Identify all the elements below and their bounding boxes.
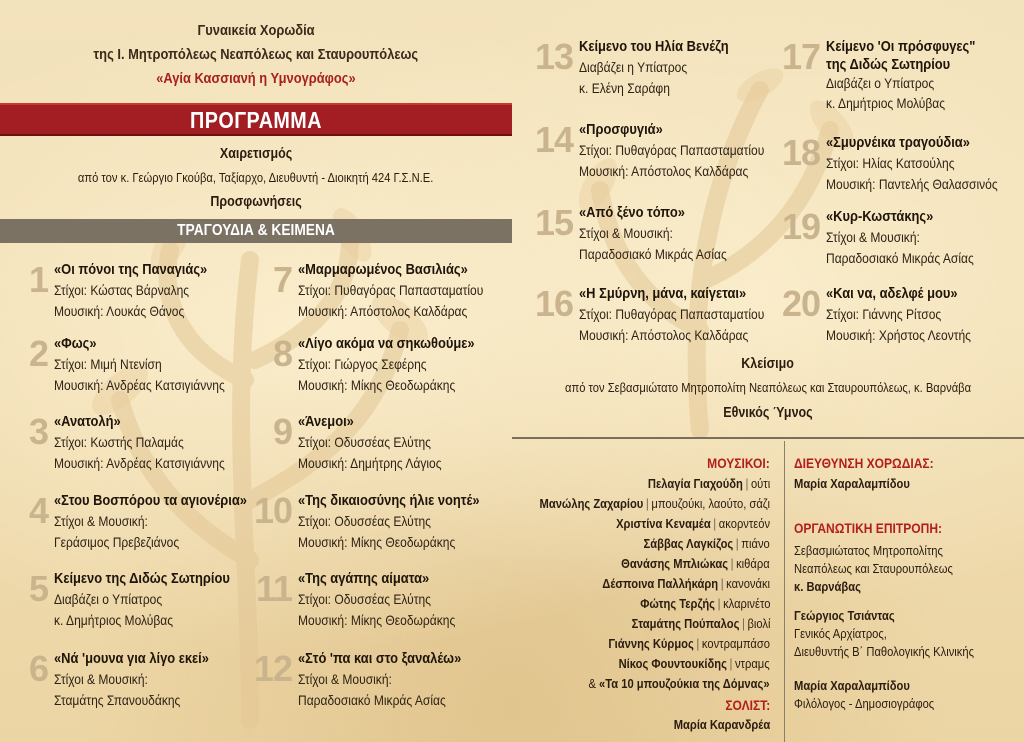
musician-instrument: ούτι (750, 476, 770, 491)
item-number: 6 (28, 648, 48, 689)
item-number: 19 (781, 206, 820, 247)
item-reader-name: κ. Δημήτριος Μολύβας (826, 95, 946, 111)
musician-instrument: βιολί (746, 616, 770, 631)
organizer-title-line2: Νεαπόλεως και Σταυρουπόλεως (794, 561, 953, 576)
musician-row: Μανώλης Ζαχαρίου | μπουζούκι, λαούτο, σάζι (539, 496, 770, 511)
item-lyrics: Στίχοι & Μουσική: (54, 513, 148, 529)
item-title: «Από ξένο τόπο» (579, 204, 685, 221)
item-music: Παραδοσιακό Μικράς Ασίας (826, 250, 974, 266)
musician-instrument: κιθάρα (736, 556, 770, 571)
program-item (252, 492, 497, 548)
item-lyrics: Στίχοι: Κώστας Βάρναλης (54, 282, 190, 298)
musician-row: Δέσποινα Παλλήκάρη | κανονάκι (602, 576, 770, 591)
organizer-role-line1: Φιλόλογος - Δημοσιογράφος (794, 696, 935, 711)
item-lyrics: Στίχοι: Ηλίας Κατσούλης (826, 155, 955, 171)
item-reader-name: κ. Δημήτριος Μολύβας (54, 612, 174, 628)
item-music: Μουσική: Απόστολος Καλδάρας (579, 327, 749, 343)
program-item (533, 204, 778, 260)
closing-text: από τον Σεβασμιώτατο Μητροπολίτη Νεαπόλεως και Σταυρουπόλεως, κ. Βαρνάβα (564, 380, 971, 395)
musician-instrument: πιάνο (741, 536, 770, 551)
program-banner: ΠΡΟΓΡΑΜΜΑ (0, 103, 512, 136)
item-number: 9 (272, 411, 292, 452)
item-music: Μουσική: Απόστολος Καλδάρας (579, 163, 749, 179)
item-music: Μουσική: Δημήτρης Λάγιος (298, 455, 442, 471)
item-title: «Προσφυγιά» (579, 121, 663, 138)
item-number: 10 (253, 490, 292, 531)
organizing-heading: ΟΡΓΑΝΩΤΙΚΗ ΕΠΙΤΡΟΠΗ: (794, 520, 943, 536)
musician-row: Σταμάτης Πούπαλος | βιολί (631, 616, 770, 631)
program-item (8, 261, 253, 317)
item-reader-name: κ. Ελένη Σαράφη (579, 80, 670, 96)
ensemble-row (589, 676, 770, 696)
closing-heading: Κλείσιμο (741, 356, 795, 372)
item-lyrics: Στίχοι: Οδυσσέας Ελύτης (298, 513, 431, 529)
item-lyrics: Στίχοι: Κωστής Παλαμάς (54, 434, 184, 450)
musician-instrument: ακορντεόν (718, 516, 770, 531)
item-number: 2 (28, 333, 48, 374)
songs-banner: ΤΡΑΓΟΥΔΙΑ & ΚΕΙΜΕΝΑ (0, 219, 512, 243)
musician-name: Μανώλης Ζαχαρίου (539, 496, 644, 511)
item-title: Κείμενο της Διδώς Σωτηρίου (54, 570, 230, 587)
item-lyrics: Στίχοι: Οδυσσέας Ελύτης (298, 434, 431, 450)
musician-name: Νίκος Φουντουκίδης (618, 656, 728, 671)
welcome-heading: Χαιρετισμός (219, 146, 293, 162)
direction-heading: ΔΙΕΥΘΥΝΣΗ ΧΟΡΩΔΙΑΣ: (794, 455, 934, 471)
soloist-name: Μαρία Καρανδρέα (673, 717, 770, 732)
program-item (8, 492, 253, 548)
director-name: Μαρία Χαραλαμπίδου (794, 476, 910, 491)
item-title: «Νά 'μουνα για λίγο εκεί» (54, 650, 209, 667)
item-lyrics: Στίχοι: Μιμή Ντενίση (54, 356, 162, 372)
anthem-heading: Εθνικός Ύμνος (723, 405, 813, 421)
item-music: Γεράσιμος Πρεβεζιάνος (54, 534, 180, 550)
musician-name: Σάββας Λαγκίζος (643, 536, 734, 551)
musician-instrument: ντραμς (735, 656, 770, 671)
item-reader: Διαβάζει ο Υπίατρος (54, 591, 163, 607)
item-title: «Της δικαιοσύνης ήλιε νοητέ» (298, 492, 480, 509)
musician-instrument: μπουζούκι, λαούτο, σάζι (651, 496, 770, 511)
program-item (533, 38, 778, 94)
musician-row: Θανάσης Μπλιώκας | κιθάρα (621, 556, 770, 571)
item-title: «Σμυρνέικα τραγούδια» (826, 134, 970, 151)
musician-row: Γιάννης Κύρμος | κοντραμπάσο (608, 636, 770, 651)
item-number: 13 (534, 36, 573, 77)
welcome-text: από τον κ. Γεώργιο Γκούβα, Ταξίαρχο, Διευθυντή - Διοικητή 424 Γ.Σ.Ν.Ε. (78, 170, 434, 185)
choir-name: «Αγία Κασσιανή η Υμνογράφος» (156, 70, 356, 87)
addresses-heading: Προσφωνήσεις (210, 194, 302, 210)
item-music: Μουσική: Ανδρέας Κατσιγιάννης (54, 377, 225, 393)
column-divider (784, 441, 785, 742)
item-music: Μουσική: Παντελής Θαλασσινός (826, 176, 998, 192)
item-lyrics: Στίχοι & Μουσική: (579, 225, 673, 241)
item-number: 18 (781, 132, 820, 173)
musician-name: Θανάσης Μπλιώκας (621, 556, 729, 571)
item-music: Παραδοσιακό Μικράς Ασίας (298, 692, 446, 708)
organizer-role-line2: Διευθυντής Β΄ Παθολογικής Κλινικής (794, 644, 974, 659)
item-title: «Κυρ-Κωστάκης» (826, 208, 934, 225)
item-music: Μουσική: Μίκης Θεοδωράκης (298, 534, 456, 550)
organizer-name: Μαρία Χαραλαμπίδου (794, 678, 910, 693)
item-title: «Λίγο ακόμα να σηκωθούμε» (298, 335, 475, 352)
item-music: Παραδοσιακό Μικράς Ασίας (579, 246, 727, 262)
section-divider (512, 437, 1024, 439)
program-item (252, 261, 497, 317)
item-title: «Και να, αδελφέ μου» (826, 285, 958, 302)
musician-row: Σάββας Λαγκίζος | πιάνο (643, 536, 770, 551)
item-lyrics: Στίχοι: Γιάννης Ρίτσος (826, 306, 942, 322)
item-title: «Ανατολή» (54, 413, 121, 430)
musician-name: Χριστίνα Κεναμέα (615, 516, 711, 531)
musician-name: Γιάννης Κύρμος (608, 636, 694, 651)
program-item (8, 650, 253, 706)
program-item (780, 134, 1024, 190)
musician-row: Χριστίνα Κεναμέα | ακορντεόν (615, 516, 770, 531)
item-lyrics: Στίχοι: Πυθαγόρας Παπασταματίου (579, 142, 765, 158)
musician-name: Σταμάτης Πούπαλος (631, 616, 739, 631)
organizer-role-line1: Γενικός Αρχίατρος, (794, 626, 887, 641)
item-title: «Φως» (54, 335, 97, 352)
item-number: 7 (272, 259, 292, 300)
musician-instrument: κοντραμπάσο (701, 636, 770, 651)
item-music: Μουσική: Μίκης Θεοδωράκης (298, 377, 456, 393)
ensemble-name: «Τα 10 μπουζούκια της Δόμνας» (599, 676, 770, 691)
item-title: Κείμενο 'Οι πρόσφυγες" (826, 38, 976, 55)
item-music: Μουσική: Λουκάς Θάνος (54, 303, 185, 319)
item-number: 3 (28, 411, 48, 452)
program-item (8, 570, 253, 626)
item-title: «Άνεμοι» (298, 413, 354, 430)
item-reader: Διαβάζει ο Υπίατρος (826, 75, 935, 91)
musician-row: Νίκος Φουντουκίδης | ντραμς (618, 656, 770, 671)
item-number: 17 (781, 36, 820, 77)
item-number: 4 (28, 490, 48, 531)
program-item (780, 208, 1024, 264)
item-title: «Μαρμαρωμένος Βασιλιάς» (298, 261, 468, 278)
musician-name: Φώτης Τερζής (639, 596, 715, 611)
program-item (8, 413, 253, 469)
program-item (252, 570, 497, 626)
item-number: 15 (534, 202, 573, 243)
program-item (252, 335, 497, 391)
item-music: Σταμάτης Σπανουδάκης (54, 692, 181, 708)
musician-row: Πελαγία Γιαχούδη | ούτι (647, 476, 770, 491)
musician-instrument: κλαρινέτο (722, 596, 770, 611)
item-title: «Οι πόνοι της Παναγιάς» (54, 261, 208, 278)
item-number: 16 (534, 283, 573, 324)
musicians-heading: ΜΟΥΣΙΚΟΙ: (707, 455, 770, 471)
item-lyrics: Στίχοι: Γιώργος Σεφέρης (298, 356, 427, 372)
program-item (252, 413, 497, 469)
organizer-title-line1: Σεβασμιώτατος Μητροπολίτης (794, 543, 943, 558)
item-number: 20 (781, 283, 820, 324)
item-title: «Η Σμύρνη, μάνα, καίγεται» (579, 285, 747, 302)
item-title: «Της αγάπης αίματα» (298, 570, 430, 587)
soloist-heading: ΣΟΛΙΣΤ: (725, 697, 770, 713)
musician-name: Πελαγία Γιαχούδη (647, 476, 743, 491)
item-number: 8 (272, 333, 292, 374)
metropolis-title: της Ι. Μητροπόλεως Νεαπόλεως και Σταυρουπόλεως (93, 46, 419, 63)
item-author: της Διδώς Σωτηρίου (826, 56, 951, 73)
item-lyrics: Στίχοι & Μουσική: (298, 671, 392, 687)
item-number: 14 (534, 119, 573, 160)
program-item (8, 335, 253, 391)
program-item (780, 38, 1024, 118)
item-lyrics: Στίχοι & Μουσική: (826, 229, 920, 245)
item-title: «Στου Βοσπόρου τα αγιονέρια» (54, 492, 247, 509)
item-number: 12 (253, 648, 292, 689)
musician-name: Δέσποινα Παλλήκάρη (602, 576, 719, 591)
item-lyrics: Στίχοι: Οδυσσέας Ελύτης (298, 591, 431, 607)
item-number: 11 (255, 568, 292, 609)
item-lyrics: Στίχοι: Πυθαγόρας Παπασταματίου (298, 282, 484, 298)
item-number: 1 (28, 259, 48, 300)
item-lyrics: Στίχοι & Μουσική: (54, 671, 148, 687)
soloist-row (673, 717, 770, 737)
program-item (533, 285, 778, 341)
item-number: 5 (28, 568, 48, 609)
ensemble-prefix: & (588, 676, 597, 691)
program-item (252, 650, 497, 706)
program-item (533, 121, 778, 177)
musician-row: Φώτης Τερζής | κλαρινέτο (639, 596, 770, 611)
program-item (780, 285, 1024, 341)
item-music: Μουσική: Ανδρέας Κατσιγιάννης (54, 455, 225, 471)
item-reader: Διαβάζει η Υπίατρος (579, 59, 688, 75)
organizer-name: Γεώργιος Τσιάντας (794, 608, 895, 623)
organizer-name: κ. Βαρνάβας (794, 579, 861, 594)
item-music: Μουσική: Απόστολος Καλδάρας (298, 303, 468, 319)
item-title: Κείμενο του Ηλία Βενέζη (579, 38, 729, 55)
item-title: «Στό 'πα και στο ξαναλέω» (298, 650, 462, 667)
item-lyrics: Στίχοι: Πυθαγόρας Παπασταματίου (579, 306, 765, 322)
item-music: Μουσική: Χρήστος Λεοντής (826, 327, 971, 343)
choir-title: Γυναικεία Χορωδία (197, 22, 315, 39)
item-music: Μουσική: Μίκης Θεοδωράκης (298, 612, 456, 628)
musician-instrument: κανονάκι (726, 576, 770, 591)
